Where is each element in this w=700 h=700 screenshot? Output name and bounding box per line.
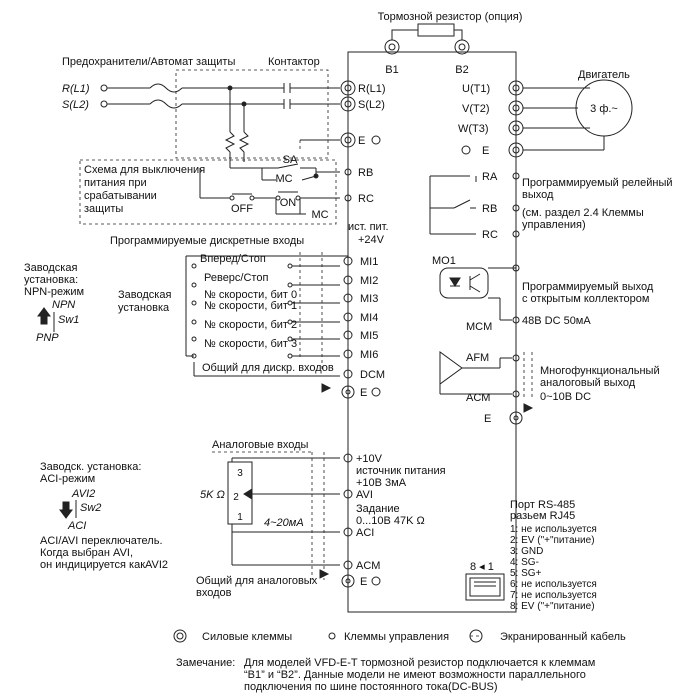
di-label-6: № скорости, бит 3 xyxy=(204,338,298,350)
digital-input-row xyxy=(192,253,378,268)
di-label-3: № скорости, бит 0 xyxy=(204,289,298,301)
pot-1: 1 xyxy=(237,512,243,523)
contactor-dashed-box xyxy=(176,70,328,158)
shield-ground-1 xyxy=(322,384,330,392)
input-s-label: S(L2) xyxy=(62,99,89,111)
analog-inputs-title: Аналоговые входы xyxy=(212,439,309,451)
motor-label: Двигатель xyxy=(578,69,630,81)
terminal-s-label: S(L2) xyxy=(358,99,385,111)
digital-input-row xyxy=(192,272,378,287)
di-label-5: № скорости, бит 2 xyxy=(204,319,298,331)
terminal-e-out-label: E xyxy=(484,413,492,425)
rs485-pin-1: 1: не используется xyxy=(510,524,597,535)
amplifier-icon xyxy=(440,352,462,384)
brake-resistor xyxy=(418,24,454,36)
analog-out-line1: Многофункциональный xyxy=(540,365,660,377)
supply-24-line2: +24V xyxy=(358,234,384,246)
terminal-rc-label: RC xyxy=(358,193,374,205)
trip-circuit-line2: питания при xyxy=(84,177,147,189)
trip-circuit-line1: Схема для выключения xyxy=(84,164,206,176)
rs485-pin-4: 4: SG- xyxy=(510,557,539,568)
digital-input-row xyxy=(192,338,378,361)
terminal-10v-label: +10V xyxy=(356,453,382,465)
input-s-terminal xyxy=(101,101,107,107)
terminal-u-label: U(T1) xyxy=(462,83,491,95)
terminal-e3-label: E xyxy=(360,576,368,588)
relay-desc-line1: Программируемый релейный xyxy=(522,177,673,189)
avi-spec-line2: 0...10В 47K Ω xyxy=(356,515,425,527)
fuses-label: Предохранители/Автомат защиты xyxy=(62,56,236,68)
on-label: ON xyxy=(279,197,297,209)
analog-out-line2: аналоговый выход xyxy=(540,377,636,389)
afm-label: AFM xyxy=(466,352,490,364)
b1-label: B1 xyxy=(385,64,399,76)
sw2-title-line1: Заводск. установка: xyxy=(40,461,142,473)
contactor-label: Контактор xyxy=(268,56,320,68)
terminal-e2-label: E xyxy=(360,387,368,399)
di-label-1: Вперед/Стоп xyxy=(200,253,266,265)
digital-inputs-title: Программируемые дискретные входы xyxy=(110,235,305,247)
sw2-avi2-label: AVI2 xyxy=(72,488,96,500)
terminal-v-label: V(T2) xyxy=(462,103,490,115)
terminal-mi5-label: MI5 xyxy=(360,330,379,342)
mc2-label: MC xyxy=(311,209,329,221)
rs485-pin-6: 6: не используется xyxy=(510,579,597,590)
terminal-ra-label: RA xyxy=(482,171,498,183)
sw2-note-line3: он индицируется какAVI2 xyxy=(40,559,169,571)
rj45-pin-marker: 8 ◂ 1 xyxy=(470,561,494,573)
acm-out-label: ACM xyxy=(466,392,491,404)
terminal-rc-out-label: RC xyxy=(482,229,498,241)
terminal-mi6-label: MI6 xyxy=(360,349,379,361)
trip-circuit-line3: срабатывании xyxy=(84,190,157,202)
supply-10-line2: +10В 3мА xyxy=(356,477,407,489)
relay-desc-line3: (см. раздел 2.4 Клеммы xyxy=(522,207,644,219)
fuse-s xyxy=(150,100,182,108)
note-line3: подключения по шине постоянного тока(DC-BUS) xyxy=(244,681,498,693)
avi-spec-line1: Задание xyxy=(356,503,400,515)
terminal-e-motor-label: E xyxy=(482,145,490,157)
di-common-label: Общий для дискр. входов xyxy=(202,362,334,374)
terminal-rb-label: RB xyxy=(358,167,374,179)
legend-power-label: Силовые клеммы xyxy=(202,631,293,643)
rs485-pin-8: 8: EV ("+"питание) xyxy=(510,601,595,612)
terminal-e1-label: E xyxy=(358,135,366,147)
supply-24-line1: ист. пит. xyxy=(348,221,389,233)
sw1-label: Sw1 xyxy=(58,314,80,326)
terminal-mcm-label: MCM xyxy=(466,321,493,333)
rs485-pin-3: 3: GND xyxy=(510,546,544,557)
sw2-note-line2: Когда выбран AVI, xyxy=(40,547,134,559)
sw1-title-line2: установка: xyxy=(24,274,79,286)
sw1-switch-icon[interactable] xyxy=(38,308,50,316)
sw1-pnp-label: PNP xyxy=(36,332,59,344)
terminal-mi1-label: MI1 xyxy=(360,256,379,268)
sa-label: SA xyxy=(282,154,298,166)
current-label: 4~20мА xyxy=(264,517,304,529)
fuse-r xyxy=(150,84,182,92)
note-label: Замечание: xyxy=(176,657,236,669)
rs485-title-line2: разьем RJ45 xyxy=(510,510,576,522)
terminal-r-label: R(L1) xyxy=(358,83,386,95)
input-r-terminal xyxy=(101,85,107,91)
sw1-npn-label: NPN xyxy=(52,299,76,311)
factory-setting-line2: установка xyxy=(118,302,170,314)
sw2-note-line1: ACI/AVI переключатель. xyxy=(40,535,163,547)
pot-value-label: 5K Ω xyxy=(200,489,225,501)
trip-circuit-line4: защиты xyxy=(84,203,124,215)
legend-control-label: Клеммы управления xyxy=(344,631,450,643)
sw2-switch-icon[interactable] xyxy=(60,510,72,518)
sw1-title-line1: Заводская xyxy=(24,262,78,274)
note-line2: “B1” и “B2”. Данные модели не имеют возможности параллельного xyxy=(244,669,586,681)
terminal-aci-label: ACI xyxy=(356,527,375,539)
di-label-4: № скорости, бит 1 xyxy=(204,300,298,312)
terminal-mi3-label: MI3 xyxy=(360,293,379,305)
terminal-avi-label: AVI xyxy=(356,489,373,501)
optocoupler xyxy=(440,268,488,298)
terminal-rb-out-label: RB xyxy=(482,203,498,215)
trip-resistor xyxy=(226,132,234,152)
legend-power-icon xyxy=(174,630,186,642)
oc-desc-line1: Программируемый выход xyxy=(522,281,654,293)
pot-wiper-icon xyxy=(244,489,252,499)
sw2-label: Sw2 xyxy=(80,502,102,514)
relay-desc-line2: выход xyxy=(522,189,554,201)
b2-label: B2 xyxy=(455,64,469,76)
terminal-mi4-label: MI4 xyxy=(360,312,379,324)
supply-10-line1: источник питания xyxy=(356,465,446,477)
analog-common-line2: входов xyxy=(196,587,232,599)
terminal-acm-label: ACM xyxy=(356,560,381,572)
shield-ground-2 xyxy=(320,570,328,578)
factory-setting-line1: Заводская xyxy=(118,289,172,301)
sw2-aci-label: ACI xyxy=(68,520,87,532)
input-r-label: R(L1) xyxy=(62,83,90,95)
oc-rating: 48В DC 50мА xyxy=(522,315,591,327)
mc-label: MC xyxy=(275,173,293,185)
rs485-pin-2: 2: EV ("+"питание) xyxy=(510,535,595,546)
relay-desc-line4: управления) xyxy=(522,219,586,231)
shield-ground-3 xyxy=(524,404,532,412)
analog-out-line3: 0~10В DC xyxy=(540,391,592,403)
legend-control-icon xyxy=(329,633,335,639)
mo1-label: MO1 xyxy=(432,255,456,267)
analog-common-line1: Общий для аналоговых xyxy=(196,575,318,587)
oc-desc-line2: с открытым коллектором xyxy=(522,293,650,305)
rs485-pin-7: 7: не используется xyxy=(510,590,597,601)
pot-3: 3 xyxy=(237,468,243,479)
off-label: OFF xyxy=(231,203,253,215)
terminal-mi2-label: MI2 xyxy=(360,275,379,287)
legend-shield-label: Экранированный кабель xyxy=(500,631,626,643)
motor-phase-label: 3 ф.~ xyxy=(590,103,618,115)
pot-2: 2 xyxy=(233,492,239,503)
sw2-title-line2: ACI-режим xyxy=(40,473,96,485)
di-label-2: Реверс/Стоп xyxy=(204,272,269,284)
terminal-dcm-label: DCM xyxy=(360,369,386,381)
sw1-title-line3: NPN-режим xyxy=(24,286,85,298)
terminal-w-label: W(T3) xyxy=(458,123,489,135)
note-line1: Для моделей VFD-E-T тормозной резистор подключается к клеммам xyxy=(244,657,596,669)
rs485-pin-5: 5: SG+ xyxy=(510,568,542,579)
rs485-title-line1: Порт RS-485 xyxy=(510,499,576,511)
brake-resistor-label: Тормозной резистор (опция) xyxy=(377,11,523,23)
